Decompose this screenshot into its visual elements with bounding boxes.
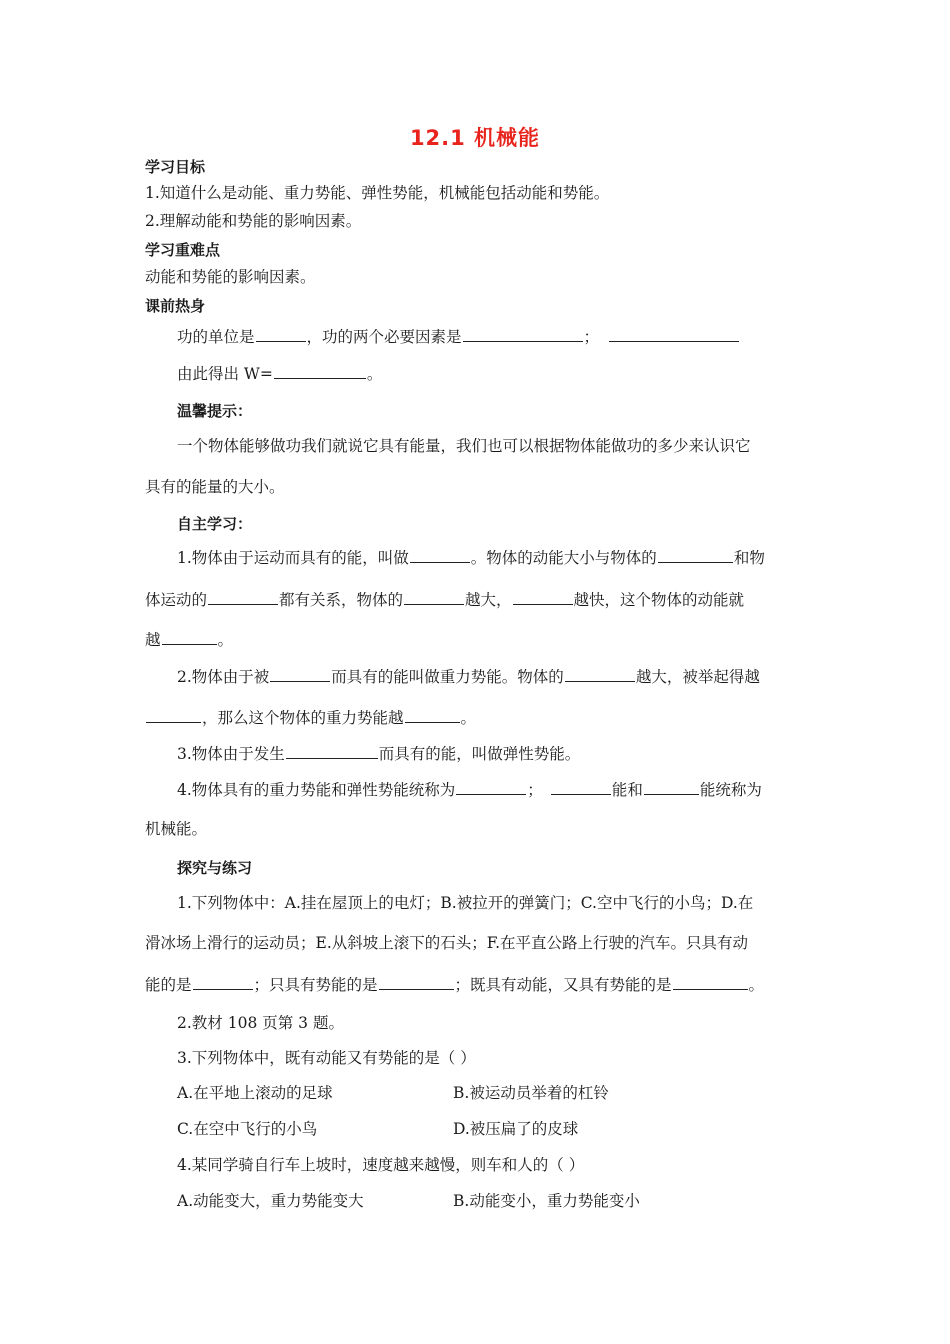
fill-blank[interactable] bbox=[270, 667, 330, 682]
fill-blank[interactable] bbox=[286, 744, 378, 759]
fill-blank[interactable] bbox=[609, 327, 739, 342]
fill-blank[interactable] bbox=[463, 327, 583, 342]
question-text: 而具有的能叫做重力势能。物体的 bbox=[331, 668, 564, 686]
warmup-heading: 课前热身 bbox=[145, 297, 206, 315]
question-text: 体运动的 bbox=[145, 591, 208, 609]
option-a[interactable]: A.在平地上滚动的足球 bbox=[177, 1084, 333, 1102]
goals-heading: 学习目标 bbox=[145, 158, 206, 176]
self-study-q4-line-1 bbox=[177, 780, 847, 800]
fill-blank[interactable] bbox=[162, 630, 217, 645]
self-study-q2-line-2 bbox=[145, 708, 815, 728]
question-text: ，那么这个物体的重力势能越 bbox=[202, 709, 404, 727]
self-study-q1-line-1 bbox=[177, 548, 847, 568]
goal-item-1: 1.知道什么是动能、重力势能、弹性势能，机械能包括动能和势能。 bbox=[145, 184, 610, 202]
warmup-text: 。 bbox=[366, 365, 383, 383]
exercise-q4-options-row-1 bbox=[177, 1191, 777, 1211]
warmup-text: ，功的两个必要因素是 bbox=[306, 328, 462, 346]
question-text: ；既具有动能，又具有势能的是 bbox=[454, 976, 672, 994]
exercise-q3-options-row-2 bbox=[177, 1119, 777, 1139]
tip-line-1: 一个物体能够做功我们就说它具有能量，我们也可以根据物体能做功的多少来认识它 bbox=[177, 437, 751, 455]
question-text: 都有关系，物体的 bbox=[279, 591, 404, 609]
question-text: ；只具有势能的是 bbox=[253, 976, 378, 994]
warmup-text: 由此得出 W= bbox=[177, 365, 273, 383]
fill-blank[interactable] bbox=[673, 975, 748, 990]
exercise-q1-line-2: 滑冰场上滑行的运动员；E.从斜坡上滚下的石头；F.在平直公路上行驶的汽车。只具有动 bbox=[145, 934, 749, 952]
warmup-text: 功的单位是 bbox=[177, 328, 255, 346]
warmup-line-2 bbox=[177, 364, 847, 384]
option-c[interactable]: C.在空中飞行的小鸟 bbox=[177, 1120, 318, 1138]
exercise-q4: 4.某同学骑自行车上坡时，速度越来越慢，则车和人的（ ） bbox=[177, 1156, 585, 1174]
self-study-q4-line-2: 机械能。 bbox=[145, 820, 208, 838]
question-text: 而具有的能，叫做弹性势能。 bbox=[378, 745, 581, 763]
question-text: 2.物体由于被 bbox=[177, 668, 270, 686]
fill-blank[interactable] bbox=[410, 548, 470, 563]
question-text: 越快，这个物体的动能就 bbox=[573, 591, 745, 609]
fill-blank[interactable] bbox=[405, 708, 460, 723]
option-b[interactable]: B.被运动员举着的杠铃 bbox=[453, 1084, 609, 1102]
option-b[interactable]: B.动能变小，重力势能变小 bbox=[453, 1192, 640, 1210]
question-text: 。 bbox=[748, 976, 765, 994]
fill-blank[interactable] bbox=[256, 327, 306, 342]
question-text: ； bbox=[527, 781, 543, 799]
question-text: 1.物体由于运动而具有的能，叫做 bbox=[177, 549, 409, 567]
exercise-q1-line-1: 1.下列物体中：A.挂在屋顶上的电灯；B.被拉开的弹簧门；C.空中飞行的小鸟；D.在 bbox=[177, 894, 754, 912]
fill-blank[interactable] bbox=[379, 975, 454, 990]
question-text: 3.物体由于发生 bbox=[177, 745, 285, 763]
exercise-q3-options-row-1 bbox=[177, 1083, 777, 1103]
question-text: 能统称为 bbox=[699, 781, 762, 799]
exercise-heading: 探究与练习 bbox=[177, 859, 253, 877]
question-text: 越 bbox=[145, 631, 161, 649]
exercise-q1-line-3 bbox=[145, 975, 815, 995]
fill-blank[interactable] bbox=[193, 975, 253, 990]
fill-blank[interactable] bbox=[644, 780, 699, 795]
exercise-q2: 2.教材 108 页第 3 题。 bbox=[177, 1014, 344, 1032]
question-text: 能和 bbox=[611, 781, 643, 799]
tip-line-2: 具有的能量的大小。 bbox=[145, 478, 285, 496]
self-study-q3 bbox=[177, 744, 847, 764]
question-text: 和物 bbox=[733, 549, 765, 567]
fill-blank[interactable] bbox=[146, 708, 201, 723]
key-points-text: 动能和势能的影响因素。 bbox=[145, 268, 316, 286]
option-d[interactable]: D.被压扁了的皮球 bbox=[453, 1120, 579, 1138]
self-study-q1-line-2 bbox=[145, 590, 815, 610]
fill-blank[interactable] bbox=[456, 780, 526, 795]
warmup-text: ； bbox=[583, 328, 600, 346]
question-text: 4.物体具有的重力势能和弹性势能统称为 bbox=[177, 781, 456, 799]
fill-blank[interactable] bbox=[658, 548, 733, 563]
question-text: 。 bbox=[460, 709, 477, 727]
fill-blank[interactable] bbox=[404, 590, 464, 605]
self-study-q2-line-1 bbox=[177, 667, 847, 687]
fill-blank[interactable] bbox=[551, 780, 611, 795]
fill-blank[interactable] bbox=[565, 667, 635, 682]
fill-blank[interactable] bbox=[208, 590, 278, 605]
option-a[interactable]: A.动能变大，重力势能变大 bbox=[177, 1192, 364, 1210]
tip-heading: 温馨提示： bbox=[177, 402, 253, 420]
question-text: 能的是 bbox=[145, 976, 192, 994]
question-text: 越大， bbox=[465, 591, 512, 609]
self-study-q1-line-3 bbox=[145, 630, 815, 650]
goal-item-2: 2.理解动能和势能的影响因素。 bbox=[145, 212, 362, 230]
warmup-line-1 bbox=[177, 327, 847, 347]
fill-blank[interactable] bbox=[274, 364, 366, 379]
document-title: 12.1 机械能 bbox=[409, 126, 541, 150]
question-text: 。 bbox=[217, 631, 234, 649]
question-text: 。物体的动能大小与物体的 bbox=[470, 549, 657, 567]
key-points-heading: 学习重难点 bbox=[145, 241, 221, 259]
fill-blank[interactable] bbox=[513, 590, 573, 605]
question-text: 越大，被举起得越 bbox=[635, 668, 760, 686]
self-study-heading: 自主学习： bbox=[177, 515, 253, 533]
exercise-q3: 3.下列物体中，既有动能又有势能的是（ ） bbox=[177, 1049, 476, 1067]
